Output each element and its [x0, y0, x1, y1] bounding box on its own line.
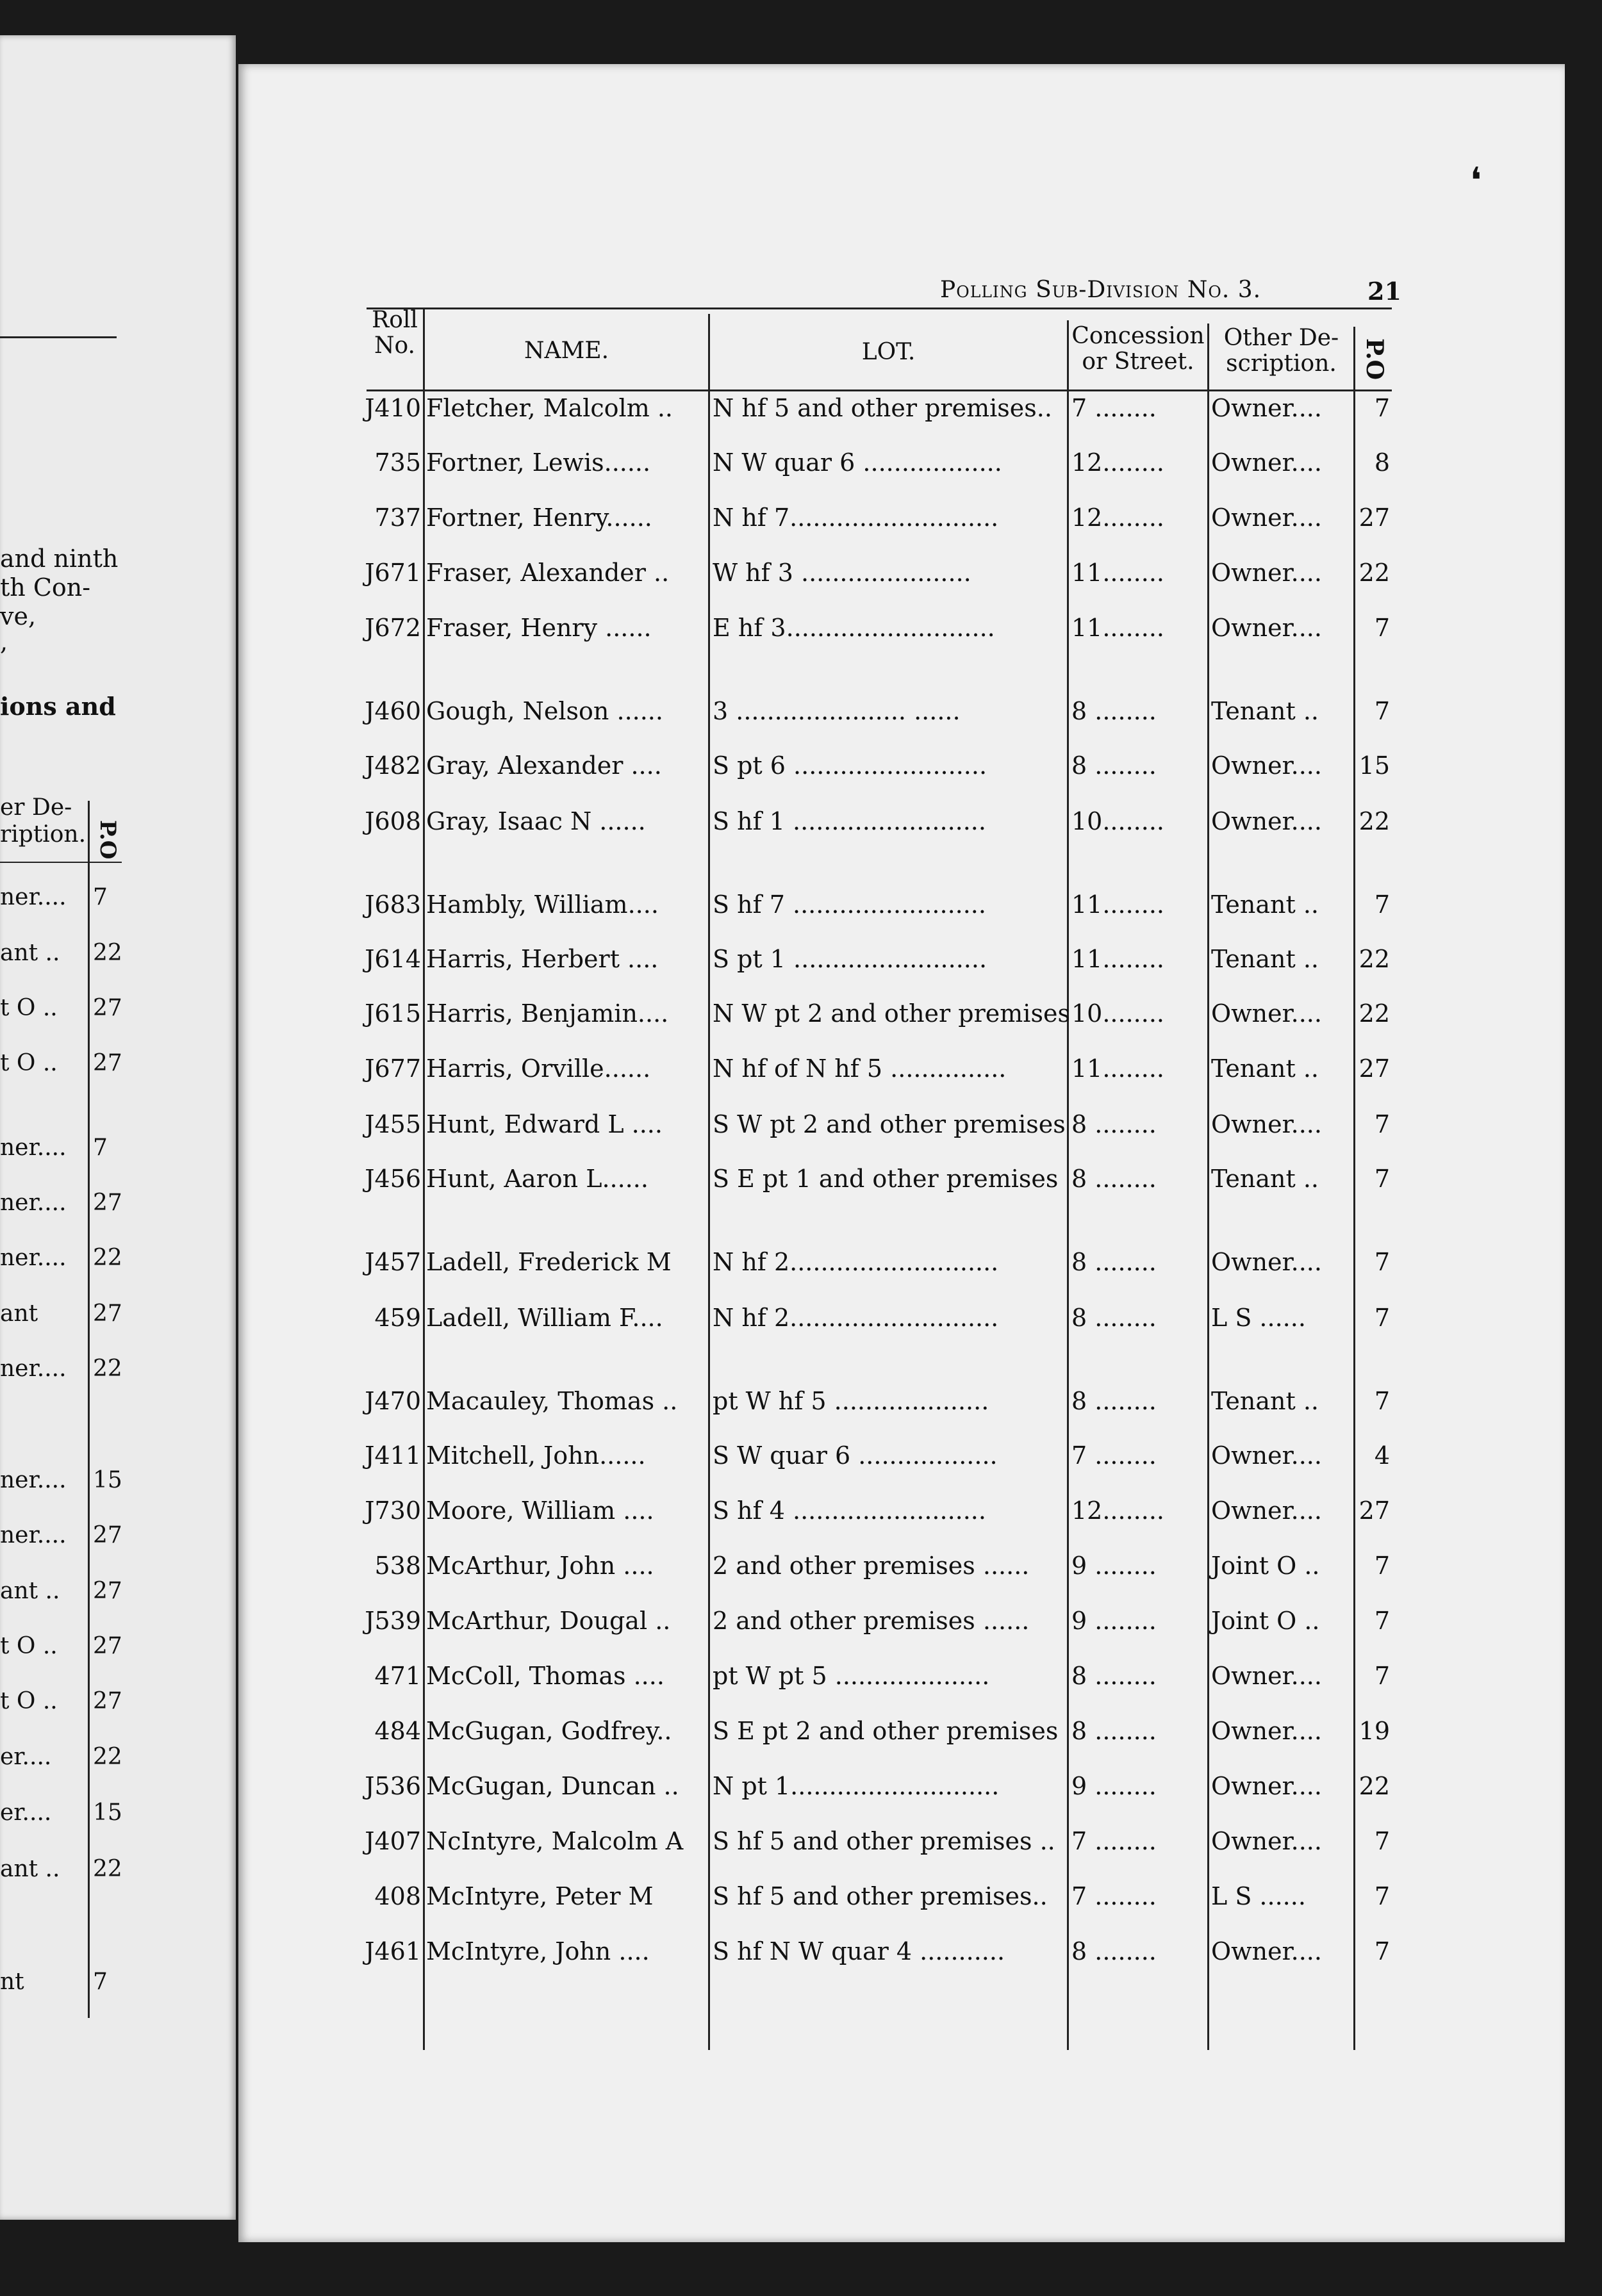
description: ner....	[0, 1190, 67, 1216]
column-header	[0, 794, 86, 848]
concession-value: 8 ........	[1071, 1248, 1157, 1276]
voter-name: Fletcher, Malcolm ..	[426, 394, 673, 422]
voter-name: Mitchell, John......	[426, 1441, 646, 1470]
roll-number: 459	[374, 1304, 421, 1332]
roll-number: J461	[365, 1937, 421, 1965]
roll-number: 735	[374, 448, 421, 477]
concession-value: 8 ........	[1071, 751, 1157, 780]
other-description: Owner....	[1211, 1772, 1322, 1800]
voter-name: NcIntyre, Malcolm A	[426, 1827, 684, 1855]
concession-value: 12........	[1071, 504, 1164, 532]
list-item	[0, 1633, 122, 1671]
concession-column-header	[1069, 324, 1207, 375]
voter-name: Moore, William ....	[426, 1496, 654, 1525]
other-description: Owner....	[1211, 751, 1322, 780]
roll-number: J470	[365, 1387, 421, 1415]
po-value: 7	[1374, 1248, 1390, 1276]
table-row	[238, 1717, 1565, 1766]
voter-name: Fraser, Henry ......	[426, 614, 652, 642]
voter-name: Ladell, Frederick M	[426, 1248, 672, 1276]
table-row	[238, 1937, 1565, 1986]
list-item	[0, 940, 122, 978]
lot-description: E hf 3...........................	[713, 614, 995, 642]
po-value: 22	[1358, 559, 1390, 587]
voter-name: McIntyre, Peter M	[426, 1882, 654, 1910]
lot-description: S W quar 6 ..................	[713, 1441, 998, 1470]
roll-number: J407	[365, 1827, 421, 1855]
po-value: 15	[1358, 751, 1390, 780]
po-value: 15	[93, 1800, 122, 1826]
other-description: Tenant ..	[1211, 890, 1319, 919]
list-item	[0, 1688, 122, 1726]
header-rule	[0, 862, 122, 863]
lot-description: N pt 1...........................	[713, 1772, 1000, 1800]
voter-name: Ladell, William F....	[426, 1304, 663, 1332]
table-row	[238, 614, 1565, 662]
po-value: 7	[1374, 1304, 1390, 1332]
roll-number: J460	[365, 697, 421, 725]
lot-description: N hf 2...........................	[713, 1304, 999, 1332]
other-description: Owner....	[1211, 1441, 1322, 1470]
po-value: 27	[93, 1688, 122, 1714]
roll-number: J614	[365, 945, 421, 973]
po-value: 27	[1358, 1054, 1390, 1083]
po-value: 7	[1374, 1110, 1390, 1138]
other-description: Owner....	[1211, 999, 1322, 1028]
concession-value: 7 ........	[1071, 394, 1157, 422]
po-value: 27	[93, 1190, 122, 1216]
table-row	[238, 890, 1565, 939]
lot-description: pt W pt 5 ....................	[713, 1662, 990, 1690]
description: ant ..	[0, 1578, 60, 1604]
table-row	[238, 394, 1565, 443]
description: ner....	[0, 1135, 67, 1161]
roll-number: 471	[374, 1662, 421, 1690]
lot-description: N hf of N hf 5 ...............	[713, 1054, 1007, 1083]
roll-number: J456	[365, 1165, 421, 1193]
concession-value: 10........	[1071, 999, 1164, 1028]
header-line: scription.	[1226, 350, 1337, 377]
list-item	[0, 1856, 122, 1894]
concession-value: 11........	[1071, 945, 1164, 973]
list-item	[0, 1522, 122, 1561]
po-column-header	[90, 801, 122, 865]
po-value: 7	[1374, 1607, 1390, 1635]
text-fragment: ions and	[0, 692, 116, 721]
lot-description: S hf 4 .........................	[713, 1496, 986, 1525]
table-row	[238, 1827, 1565, 1876]
list-item	[0, 1356, 122, 1394]
lot-description: S E pt 1 and other premises	[713, 1165, 1059, 1193]
lot-description: S hf 1 .........................	[713, 807, 986, 835]
lot-description: 3 ...................... ......	[713, 697, 961, 725]
po-value: 22	[1358, 945, 1390, 973]
po-value: 19	[1358, 1717, 1390, 1745]
po-value: 22	[93, 1356, 122, 1382]
description: t O ..	[0, 1050, 58, 1076]
voter-name: Harris, Herbert ....	[426, 945, 659, 973]
roll-number: J671	[365, 559, 421, 587]
table-row	[238, 1248, 1565, 1297]
column-header-line: er De-	[0, 794, 72, 821]
table-row	[238, 999, 1565, 1048]
lot-description: N W quar 6 ..................	[713, 448, 1002, 477]
description: ner....	[0, 1467, 67, 1493]
other-description: Owner....	[1211, 1496, 1322, 1525]
list-item	[0, 1800, 122, 1838]
voter-name: Harris, Benjamin....	[426, 999, 669, 1028]
description: ner....	[0, 1522, 67, 1548]
concession-value: 11........	[1071, 1054, 1164, 1083]
po-value: 7	[1374, 394, 1390, 422]
lot-description: S hf N W quar 4 ...........	[713, 1937, 1005, 1965]
other-description: Tenant ..	[1211, 1165, 1319, 1193]
roll-number: J482	[365, 751, 421, 780]
description: er....	[0, 1800, 52, 1826]
list-item	[0, 1744, 122, 1782]
description: ner....	[0, 1245, 67, 1271]
other-description: Owner....	[1211, 394, 1322, 422]
table-top-rule	[367, 308, 1392, 309]
po-value: 7	[1374, 890, 1390, 919]
po-value: 7	[1374, 1662, 1390, 1690]
po-value: 7	[1374, 1552, 1390, 1580]
voter-name: Hambly, William....	[426, 890, 659, 919]
list-item	[0, 1050, 122, 1088]
name-column-header: NAME.	[524, 338, 609, 364]
po-value: 7	[93, 1969, 108, 1995]
po-label: P.O	[95, 820, 120, 860]
po-value: 27	[93, 1050, 122, 1076]
other-description: Owner....	[1211, 1717, 1322, 1745]
voter-name: Fortner, Lewis......	[426, 448, 651, 477]
description: t O ..	[0, 995, 58, 1021]
table-row	[238, 1441, 1565, 1490]
po-value: 22	[93, 1856, 122, 1882]
lot-description: S hf 5 and other premises..	[713, 1882, 1048, 1910]
roll-number: J608	[365, 807, 421, 835]
roll-number: J536	[365, 1772, 421, 1800]
po-value: 7	[93, 884, 108, 910]
po-value: 22	[93, 940, 122, 966]
table-row	[238, 1772, 1565, 1821]
concession-value: 11........	[1071, 559, 1164, 587]
concession-value: 11........	[1071, 614, 1164, 642]
po-value: 27	[1358, 504, 1390, 532]
other-description: Owner....	[1211, 1248, 1322, 1276]
header-line: or Street.	[1082, 348, 1194, 375]
po-value: 7	[1374, 1387, 1390, 1415]
other-description: Owner....	[1211, 559, 1322, 587]
voter-name: McGugan, Godfrey..	[426, 1717, 672, 1745]
voter-name: Gray, Isaac N ......	[426, 807, 646, 835]
lot-description: N hf 2...........................	[713, 1248, 999, 1276]
list-item	[0, 884, 122, 922]
po-value: 22	[1358, 999, 1390, 1028]
po-label: P.O	[1361, 338, 1388, 381]
other-description: Tenant ..	[1211, 1054, 1319, 1083]
table-row	[238, 1607, 1565, 1655]
table-row	[238, 504, 1565, 552]
table-header-rule	[367, 390, 1392, 391]
po-value: 22	[93, 1245, 122, 1271]
po-value: 27	[93, 1633, 122, 1659]
concession-value: 8 ........	[1071, 1662, 1157, 1690]
list-item	[0, 1969, 122, 2007]
po-value: 7	[1374, 697, 1390, 725]
list-item	[0, 1467, 122, 1505]
voter-name: McGugan, Duncan ..	[426, 1772, 679, 1800]
po-value: 27	[93, 1578, 122, 1604]
description: nt	[0, 1969, 24, 1995]
voter-name: Gough, Nelson ......	[426, 697, 663, 725]
other-description: Tenant ..	[1211, 697, 1319, 725]
table-row	[238, 1054, 1565, 1103]
lot-description: pt W hf 5 ....................	[713, 1387, 989, 1415]
roll-number: J677	[365, 1054, 421, 1083]
other-description: Tenant ..	[1211, 1387, 1319, 1415]
description: er....	[0, 1744, 52, 1770]
po-value: 27	[93, 1300, 122, 1327]
voter-name: McIntyre, John ....	[426, 1937, 650, 1965]
other-description: Owner....	[1211, 614, 1322, 642]
table-row	[238, 1304, 1565, 1352]
previous-page-fragment	[0, 35, 236, 2220]
other-description: Owner....	[1211, 1937, 1322, 1965]
text-fragment: th Con-	[0, 573, 91, 602]
lot-description: S hf 7 .........................	[713, 890, 986, 919]
description: ant	[0, 1300, 38, 1327]
concession-value: 8 ........	[1071, 1387, 1157, 1415]
po-value: 22	[1358, 807, 1390, 835]
po-value: 27	[93, 995, 122, 1021]
list-item	[0, 1245, 122, 1283]
lot-description: N W pt 2 and other premises	[713, 999, 1070, 1028]
other-description: Joint O ..	[1211, 1552, 1320, 1580]
other-description: Tenant ..	[1211, 945, 1319, 973]
table-row	[238, 1110, 1565, 1159]
header-line: Other De-	[1223, 325, 1339, 351]
page-heading: Polling Sub-Division No. 3.	[940, 277, 1262, 303]
table-row	[238, 697, 1565, 746]
concession-value: 10........	[1071, 807, 1164, 835]
concession-value: 8 ........	[1071, 1717, 1157, 1745]
po-value: 27	[93, 1522, 122, 1548]
other-description: Owner....	[1211, 1110, 1322, 1138]
lot-column-header: LOT.	[861, 339, 916, 365]
roll-number: J457	[365, 1248, 421, 1276]
voter-name: Macauley, Thomas ..	[426, 1387, 678, 1415]
table-row	[238, 1882, 1565, 1931]
po-value: 7	[1374, 1937, 1390, 1965]
description: ant ..	[0, 940, 60, 966]
concession-value: 9 ........	[1071, 1607, 1157, 1635]
voter-name: Fraser, Alexander ..	[426, 559, 670, 587]
other-description: L S ......	[1211, 1882, 1306, 1910]
other-description: Owner....	[1211, 504, 1322, 532]
other-description: Owner....	[1211, 1662, 1322, 1690]
roll-number: J683	[365, 890, 421, 919]
roll-column-header	[367, 308, 423, 359]
table-row	[238, 1552, 1565, 1600]
lot-description: S W pt 2 and other premises	[713, 1110, 1066, 1138]
concession-value: 8 ........	[1071, 1110, 1157, 1138]
po-value: 4	[1374, 1441, 1390, 1470]
table-row	[238, 448, 1565, 497]
concession-value: 7 ........	[1071, 1827, 1157, 1855]
description: ant ..	[0, 1856, 60, 1882]
table-row	[238, 559, 1565, 607]
roll-number: J672	[365, 614, 421, 642]
lot-description: S hf 5 and other premises ..	[713, 1827, 1055, 1855]
po-value: 7	[1374, 1882, 1390, 1910]
po-value: 27	[1358, 1496, 1390, 1525]
other-description: Owner....	[1211, 448, 1322, 477]
lot-description: W hf 3 ......................	[713, 559, 971, 587]
po-value: 7	[93, 1135, 108, 1161]
stray-mark-icon: ❛	[1470, 160, 1482, 202]
roll-number: J730	[365, 1496, 421, 1525]
roll-number: J410	[365, 394, 421, 422]
column-header-line: ription.	[0, 821, 87, 848]
lot-description: 2 and other premises ......	[713, 1552, 1030, 1580]
po-value: 22	[93, 1744, 122, 1770]
description: ner....	[0, 884, 67, 910]
lot-description: N hf 5 and other premises..	[713, 394, 1052, 422]
concession-value: 11........	[1071, 890, 1164, 919]
table-row	[238, 1387, 1565, 1436]
concession-value: 7 ........	[1071, 1441, 1157, 1470]
roll-number: 408	[374, 1882, 421, 1910]
lot-description: S E pt 2 and other premises	[713, 1717, 1059, 1745]
text-fragment: and ninth	[0, 545, 119, 573]
po-value: 7	[1374, 614, 1390, 642]
po-value: 7	[1374, 1827, 1390, 1855]
table-row	[238, 807, 1565, 856]
header-line: Roll	[372, 307, 418, 333]
po-value: 7	[1374, 1165, 1390, 1193]
roll-number: 484	[374, 1717, 421, 1745]
page-number: 21	[1367, 277, 1401, 306]
lot-description: N hf 7...........................	[713, 504, 999, 532]
text-fragment: ,	[0, 628, 8, 656]
concession-value: 9 ........	[1071, 1772, 1157, 1800]
concession-value: 12........	[1071, 448, 1164, 477]
table-row	[238, 1165, 1565, 1213]
concession-value: 9 ........	[1071, 1552, 1157, 1580]
concession-value: 8 ........	[1071, 697, 1157, 725]
po-value: 15	[93, 1467, 122, 1493]
lot-description: S pt 1 .........................	[713, 945, 987, 973]
po-value: 8	[1374, 448, 1390, 477]
po-value: 22	[1358, 1772, 1390, 1800]
concession-value: 12........	[1071, 1496, 1164, 1525]
concession-value: 8 ........	[1071, 1937, 1157, 1965]
voter-name: Gray, Alexander ....	[426, 751, 662, 780]
roll-number: J539	[365, 1607, 421, 1635]
other-description: Joint O ..	[1211, 1607, 1320, 1635]
voter-name: McArthur, Dougal ..	[426, 1607, 671, 1635]
voter-name: Hunt, Aaron L......	[426, 1165, 648, 1193]
header-rule	[0, 336, 117, 338]
other-description: L S ......	[1211, 1304, 1306, 1332]
description: t O ..	[0, 1633, 58, 1659]
lot-description: 2 and other premises ......	[713, 1607, 1030, 1635]
table-row	[238, 751, 1565, 800]
table-row	[238, 1662, 1565, 1710]
voter-name: McColl, Thomas ....	[426, 1662, 665, 1690]
table-row	[238, 945, 1565, 994]
voter-name: McArthur, John ....	[426, 1552, 654, 1580]
roll-number: J411	[365, 1441, 421, 1470]
list-item	[0, 1135, 122, 1173]
other-description: Owner....	[1211, 1827, 1322, 1855]
voters-list-page	[238, 64, 1565, 2242]
lot-description: S pt 6 .........................	[713, 751, 987, 780]
concession-value: 8 ........	[1071, 1165, 1157, 1193]
concession-value: 8 ........	[1071, 1304, 1157, 1332]
header-line: No.	[374, 332, 415, 359]
list-item	[0, 995, 122, 1033]
text-fragment: ve,	[0, 602, 37, 630]
list-item	[0, 1578, 122, 1616]
other-description-column-header	[1209, 325, 1353, 377]
list-item	[0, 1190, 122, 1228]
list-item	[0, 1300, 122, 1339]
roll-number: 538	[374, 1552, 421, 1580]
roll-number: J615	[365, 999, 421, 1028]
voter-name: Fortner, Henry......	[426, 504, 652, 532]
description: ner....	[0, 1356, 67, 1382]
voter-name: Hunt, Edward L ....	[426, 1110, 663, 1138]
voter-name: Harris, Orville......	[426, 1054, 651, 1083]
concession-value: 7 ........	[1071, 1882, 1157, 1910]
table-row	[238, 1496, 1565, 1545]
roll-number: J455	[365, 1110, 421, 1138]
other-description: Owner....	[1211, 807, 1322, 835]
description: t O ..	[0, 1688, 58, 1714]
roll-number: 737	[374, 504, 421, 532]
header-line: Concession	[1071, 323, 1205, 349]
